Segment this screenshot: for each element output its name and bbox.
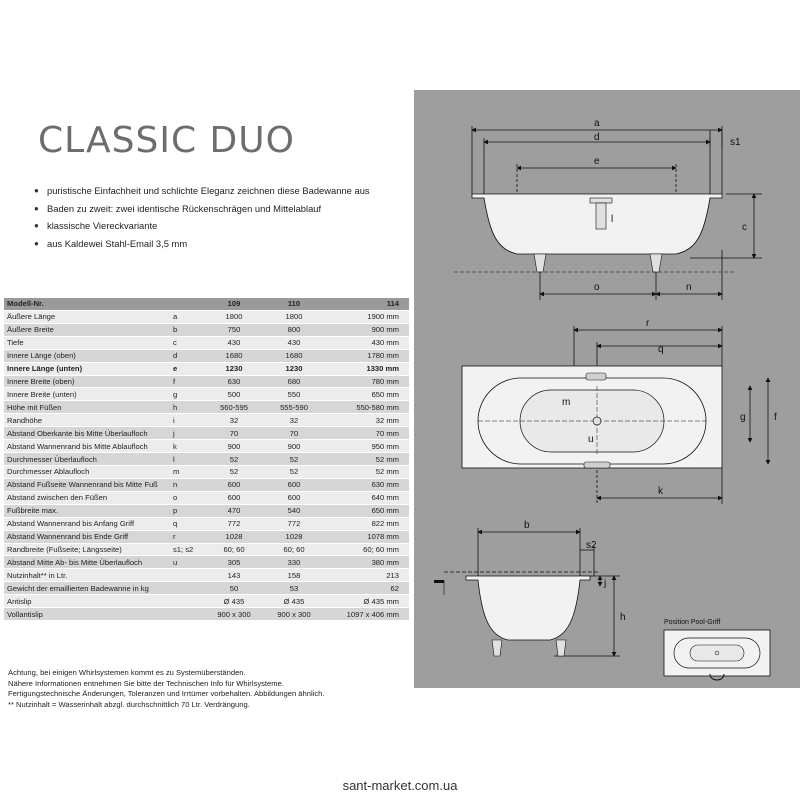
spec-value-114: 640 mm — [326, 491, 409, 504]
spec-value-110: 1680 — [262, 349, 326, 362]
spec-value-114: 70 mm — [326, 427, 409, 440]
spec-symbol: h — [170, 401, 206, 414]
footnote: Fertigungstechnische Änderungen, Toleranzen und Irrtümer vorbehalten. Abbildungen ähnlich. — [8, 689, 325, 698]
spec-value-109: 900 — [206, 440, 262, 453]
spec-value-110: 772 — [262, 517, 326, 530]
spec-value-109: 900 x 300 — [206, 608, 262, 621]
table-row — [4, 414, 409, 427]
spec-value-110: 52 — [262, 465, 326, 478]
spec-label: Nutzinhalt** in Ltr. — [4, 569, 170, 582]
spec-label: Abstand Wannenrand bis Ende Griff — [4, 530, 170, 543]
spec-value-114: 52 mm — [326, 465, 409, 478]
spec-value-109: 430 — [206, 336, 262, 349]
spec-value-109: 50 — [206, 582, 262, 595]
spec-value-114: 950 mm — [326, 440, 409, 453]
spec-value-109: 32 — [206, 414, 262, 427]
spec-symbol: d — [170, 349, 206, 362]
spec-value-110: 900 — [262, 440, 326, 453]
spec-label: Abstand zwischen den Füßen — [4, 491, 170, 504]
table-row — [4, 440, 409, 453]
spec-value-109: 750 — [206, 323, 262, 336]
spec-value-114: 822 mm — [326, 517, 409, 530]
spec-value-109: 109 — [206, 298, 262, 310]
spec-value-114: 1330 mm — [326, 362, 409, 375]
dim-label-q: q — [658, 344, 664, 355]
spec-label: Innere Länge (unten) — [4, 362, 170, 375]
spec-symbol: p — [170, 504, 206, 517]
spec-value-110: 550 — [262, 388, 326, 401]
spec-symbol: k — [170, 440, 206, 453]
table-row — [4, 310, 409, 323]
spec-table — [4, 298, 409, 621]
spec-value-110: 32 — [262, 414, 326, 427]
page-title: CLASSIC DUO — [38, 120, 295, 161]
spec-value-114: 780 mm — [326, 375, 409, 388]
spec-symbol: r — [170, 530, 206, 543]
spec-value-109: 1028 — [206, 530, 262, 543]
spec-symbol: s1; s2 — [170, 543, 206, 556]
spec-symbol — [170, 595, 206, 608]
table-row — [4, 517, 409, 530]
table-row — [4, 530, 409, 543]
spec-value-114: 60; 60 mm — [326, 543, 409, 556]
footnote: Nähere Informationen entnehmen Sie bitte der Technischen Info für Whirlsysteme. — [8, 678, 284, 688]
spec-symbol — [170, 582, 206, 595]
spec-value-114: 1780 mm — [326, 349, 409, 362]
spec-symbol: l — [170, 453, 206, 466]
spec-value-114: Ø 435 mm — [326, 595, 409, 608]
spec-value-110: 600 — [262, 478, 326, 491]
footnote: ** Nutzinhalt = Wasserinhalt abzgl. durchschnittlich 70 Ltr. Verdrängung. — [8, 699, 250, 709]
table-row — [4, 336, 409, 349]
spec-symbol — [170, 608, 206, 621]
dim-label-r: r — [646, 318, 650, 329]
spec-value-114: 380 mm — [326, 556, 409, 569]
table-row — [4, 375, 409, 388]
table-row — [4, 427, 409, 440]
spec-label: Höhe mit Füßen — [4, 401, 170, 414]
spec-label: Abstand Mitte Ab- bis Mitte Überlaufloch — [4, 556, 170, 569]
technical-drawing — [414, 90, 800, 688]
spec-label: Gewicht der emaillierten Badewanne in kg — [4, 582, 170, 595]
spec-value-114: 213 — [326, 569, 409, 582]
side-tub — [454, 194, 734, 272]
spec-value-109: 143 — [206, 569, 262, 582]
spec-label: Äußere Länge — [4, 310, 170, 323]
spec-symbol: c — [170, 336, 206, 349]
spec-label: Abstand Fußseite Wannenrand bis Mitte Fuß — [4, 478, 170, 491]
spec-value-110: 1028 — [262, 530, 326, 543]
footnote: Achtung, bei einigen Whirlsystemen kommt es zu Systemüberständen. — [8, 668, 246, 677]
table-row — [4, 595, 409, 608]
dim-label-b: b — [524, 520, 530, 531]
table-row — [4, 388, 409, 401]
spec-symbol: j — [170, 427, 206, 440]
spec-value-110: 60; 60 — [262, 543, 326, 556]
spec-symbol: b — [170, 323, 206, 336]
table-header-row — [4, 298, 409, 310]
footnotes — [8, 668, 324, 710]
spec-symbol: u — [170, 556, 206, 569]
spec-symbol — [170, 298, 206, 310]
table-row — [4, 323, 409, 336]
spec-value-110: 900 x 300 — [262, 608, 326, 621]
dim-label-a: a — [594, 118, 600, 129]
dim-label-m: m — [562, 397, 571, 408]
dim-label-f: f — [774, 412, 777, 423]
spec-label: Innere Breite (unten) — [4, 388, 170, 401]
feature-item: ● puristische Einfachheit und schlichte Eleganz zeichnen diese Badewanne aus — [32, 182, 370, 200]
spec-value-109: 500 — [206, 388, 262, 401]
spec-value-109: 470 — [206, 504, 262, 517]
table-row — [4, 582, 409, 595]
spec-symbol: a — [170, 310, 206, 323]
spec-label: Fußbreite max. — [4, 504, 170, 517]
spec-value-114: 550-580 mm — [326, 401, 409, 414]
spec-value-110: 330 — [262, 556, 326, 569]
table-row — [4, 478, 409, 491]
spec-value-110: 53 — [262, 582, 326, 595]
table-row — [4, 465, 409, 478]
spec-value-114: 430 mm — [326, 336, 409, 349]
feature-item: ● aus Kaldewei Stahl-Email 3,5 mm — [32, 235, 370, 253]
spec-value-109: Ø 435 — [206, 595, 262, 608]
spec-label: Antislip — [4, 595, 170, 608]
dim-label-g: g — [740, 412, 746, 423]
dim-label-k: k — [658, 486, 663, 497]
spec-value-114: 114 — [326, 298, 409, 310]
dim-label-n: n — [686, 282, 692, 293]
spec-value-109: 600 — [206, 491, 262, 504]
spec-value-110: 70 — [262, 427, 326, 440]
table-row — [4, 504, 409, 517]
spec-value-109: 52 — [206, 453, 262, 466]
dim-label-o: o — [594, 282, 600, 293]
spec-value-110: 430 — [262, 336, 326, 349]
end-tub — [434, 576, 590, 656]
spec-symbol: n — [170, 478, 206, 491]
spec-label: Vollantislip — [4, 608, 170, 621]
spec-value-109: 1230 — [206, 362, 262, 375]
spec-value-110: 1800 — [262, 310, 326, 323]
table-row — [4, 556, 409, 569]
spec-value-114: 1078 mm — [326, 530, 409, 543]
spec-value-114: 1900 mm — [326, 310, 409, 323]
spec-value-110: Ø 435 — [262, 595, 326, 608]
spec-symbol: e — [170, 362, 206, 375]
feature-list — [32, 182, 370, 252]
spec-value-109: 305 — [206, 556, 262, 569]
dim-label-u: u — [588, 434, 594, 445]
spec-symbol: g — [170, 388, 206, 401]
spec-label: Abstand Oberkante bis Mitte Überlaufloch — [4, 427, 170, 440]
spec-value-114: 32 mm — [326, 414, 409, 427]
table-row — [4, 608, 409, 621]
spec-label: Abstand Wannenrand bis Mitte Ablaufloch — [4, 440, 170, 453]
spec-symbol: m — [170, 465, 206, 478]
spec-symbol: f — [170, 375, 206, 388]
spec-value-109: 560-595 — [206, 401, 262, 414]
spec-label: Abstand Wannenrand bis Anfang Griff — [4, 517, 170, 530]
spec-value-114: 900 mm — [326, 323, 409, 336]
dim-label-d: d — [594, 132, 600, 143]
pool-griff-label: Position Pool-Griff — [664, 619, 721, 626]
spec-value-114: 650 mm — [326, 504, 409, 517]
table-row — [4, 349, 409, 362]
spec-value-109: 70 — [206, 427, 262, 440]
spec-label: Randhöhe — [4, 414, 170, 427]
watermark: sant-market.com.ua — [342, 778, 458, 793]
spec-value-114: 630 mm — [326, 478, 409, 491]
dim-label-s1: s1 — [730, 137, 741, 148]
spec-value-110: 52 — [262, 453, 326, 466]
table-row — [4, 401, 409, 414]
table-row — [4, 543, 409, 556]
dim-label-l: l — [611, 214, 614, 225]
spec-value-110: 800 — [262, 323, 326, 336]
spec-label: Innere Breite (oben) — [4, 375, 170, 388]
spec-symbol — [170, 569, 206, 582]
spec-label: Äußere Breite — [4, 323, 170, 336]
dim-label-j: j — [604, 578, 607, 589]
feature-item: ● Baden zu zweit: zwei identische Rückenschrägen und Mittelablauf — [32, 200, 370, 218]
table-row — [4, 453, 409, 466]
spec-label: Innere Länge (oben) — [4, 349, 170, 362]
spec-symbol: q — [170, 517, 206, 530]
spec-value-109: 630 — [206, 375, 262, 388]
spec-value-110: 1230 — [262, 362, 326, 375]
table-row — [4, 569, 409, 582]
top-tub — [462, 366, 722, 468]
spec-value-114: 62 — [326, 582, 409, 595]
dim-label-c: c — [742, 222, 747, 233]
spec-value-110: 680 — [262, 375, 326, 388]
pool-griff-view — [664, 630, 770, 680]
spec-value-114: 52 mm — [326, 453, 409, 466]
dim-label-e: e — [594, 156, 600, 167]
spec-value-110: 555-590 — [262, 401, 326, 414]
spec-symbol: o — [170, 491, 206, 504]
spec-value-110: 540 — [262, 504, 326, 517]
spec-symbol: i — [170, 414, 206, 427]
table-row — [4, 491, 409, 504]
dim-label-h: h — [620, 612, 626, 623]
spec-value-109: 772 — [206, 517, 262, 530]
spec-value-109: 1680 — [206, 349, 262, 362]
spec-value-109: 60; 60 — [206, 543, 262, 556]
spec-value-114: 1097 x 406 mm — [326, 608, 409, 621]
feature-item: ● klassische Viereckvariante — [32, 217, 370, 235]
dim-label-s2: s2 — [586, 540, 597, 551]
spec-value-109: 52 — [206, 465, 262, 478]
spec-label: Durchmesser Überlaufloch — [4, 453, 170, 466]
spec-label: Modell-Nr. — [4, 298, 170, 310]
spec-value-110: 600 — [262, 491, 326, 504]
table-row — [4, 362, 409, 375]
spec-label: Durchmesser Ablaufloch — [4, 465, 170, 478]
spec-value-110: 158 — [262, 569, 326, 582]
spec-label: Randbreite (Fußseite; Längsseite) — [4, 543, 170, 556]
spec-label: Tiefe — [4, 336, 170, 349]
spec-value-109: 1800 — [206, 310, 262, 323]
spec-value-110: 110 — [262, 298, 326, 310]
spec-value-114: 650 mm — [326, 388, 409, 401]
spec-value-109: 600 — [206, 478, 262, 491]
